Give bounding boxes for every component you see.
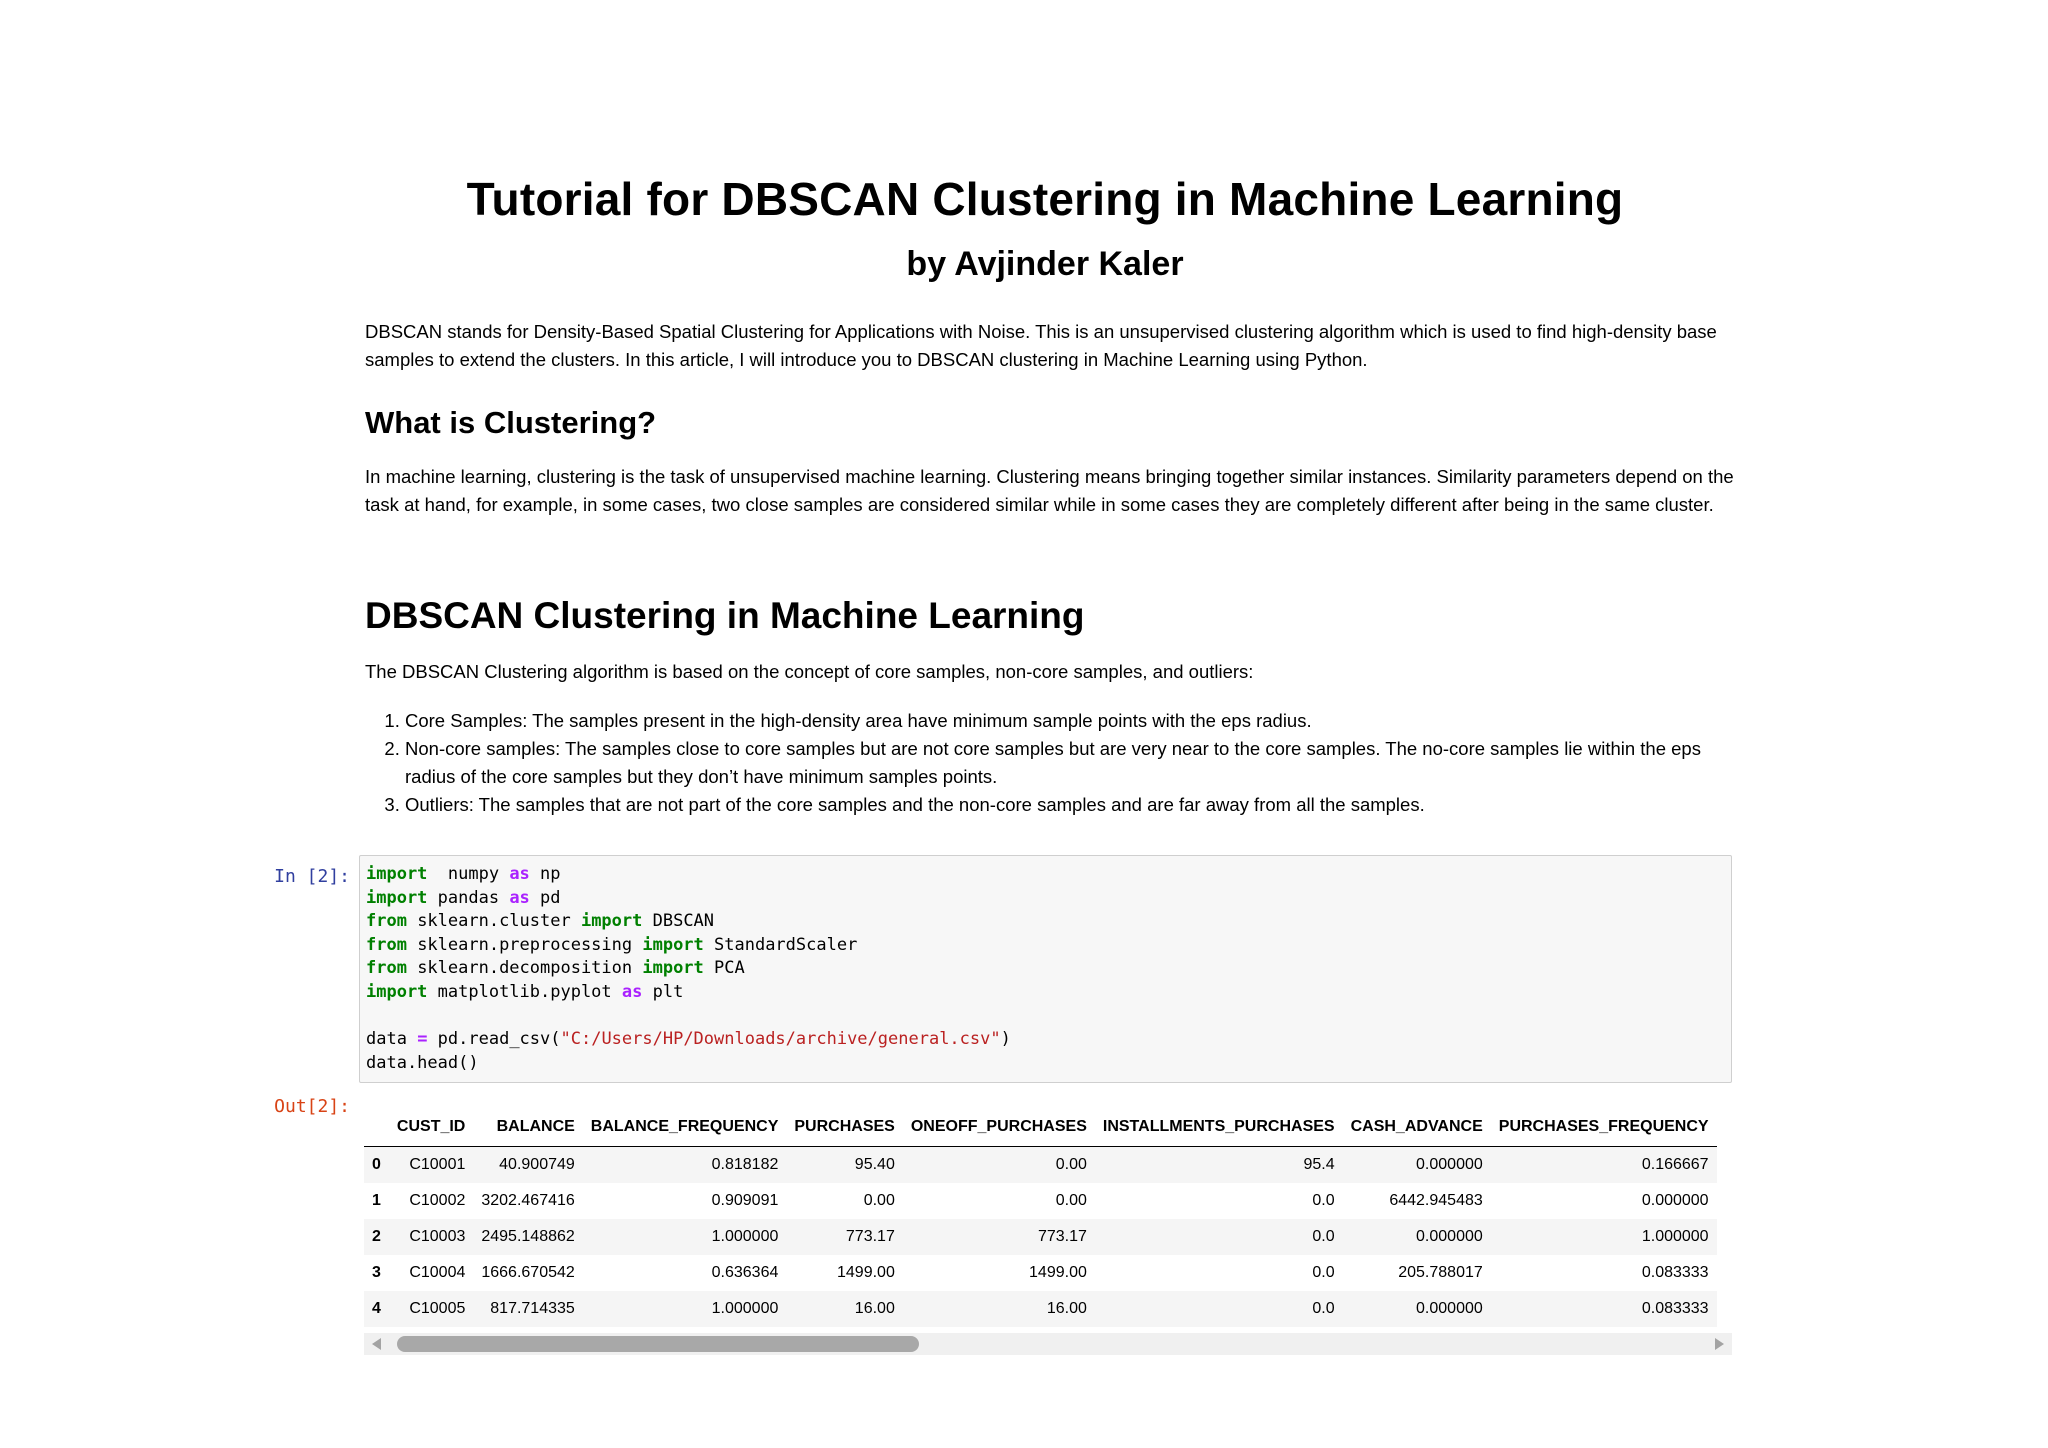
code-token: PCA bbox=[703, 958, 745, 979]
code-token: from bbox=[366, 911, 407, 932]
dataframe-output bbox=[364, 1108, 1732, 1327]
table-row bbox=[364, 1255, 1717, 1291]
table-cell: 3202.467416 bbox=[481, 1192, 575, 1209]
column-header: PURCHASES bbox=[786, 1108, 902, 1147]
scroll-left-arrow-icon[interactable] bbox=[372, 1338, 381, 1350]
code-token: = bbox=[417, 1029, 428, 1050]
code-cell-editor[interactable] bbox=[359, 855, 1732, 1083]
code-line bbox=[366, 1052, 1725, 1076]
table-header-row bbox=[364, 1108, 1717, 1147]
column-header bbox=[364, 1108, 389, 1147]
intro-paragraph: DBSCAN stands for Density-Based Spatial Clustering for Applications with Noise. This is an unsupervised clustering algorithm which is used to find high-density base samples to extend the clusters. In this article, I will introduce you to DBSCAN clustering in Machine Learning using Python. bbox=[365, 321, 1717, 370]
dbscan-heading: DBSCAN Clustering in Machine Learning bbox=[365, 595, 1085, 636]
code-token: sklearn.cluster bbox=[406, 911, 581, 932]
clustering-paragraph: In machine learning, clustering is the task of unsupervised machine learning. Clustering means bringing together similar instances. Similarity parameters depend on the task at hand, for example, in some cases, two close samples are considered similar while in some cases they are completely different after being in the same cluster. bbox=[365, 466, 1734, 515]
dbscan-paragraph: The DBSCAN Clustering algorithm is based on the concept of core samples, non-core samples, and outliers: bbox=[365, 661, 1254, 682]
page-title: Tutorial for DBSCAN Clustering in Machine Learning bbox=[466, 173, 1624, 225]
code-line bbox=[366, 934, 1725, 958]
code-token: ) bbox=[1000, 1029, 1011, 1050]
table-cell: 40.900749 bbox=[499, 1156, 575, 1173]
clustering-section bbox=[365, 405, 1740, 441]
table-cell: 1.000000 bbox=[711, 1228, 779, 1245]
dbscan-points-block bbox=[365, 707, 1740, 819]
code-line bbox=[366, 1028, 1725, 1052]
table-cell: 0.000000 bbox=[1416, 1156, 1483, 1173]
code-token: import bbox=[580, 911, 643, 932]
column-header: BALANCE_FREQUENCY bbox=[583, 1108, 787, 1147]
table-cell: C10003 bbox=[409, 1228, 466, 1245]
column-header: INSTALLMENTS_PURCHASES bbox=[1095, 1108, 1343, 1147]
table-cell: 0.909091 bbox=[711, 1192, 779, 1209]
table-cell: 16.00 bbox=[1046, 1300, 1087, 1317]
dataframe-table bbox=[364, 1108, 1717, 1327]
table-cell: 0.00 bbox=[863, 1192, 895, 1209]
intro-block bbox=[365, 318, 1740, 374]
output-prompt: Out[2]: bbox=[274, 1096, 350, 1117]
code-token: import bbox=[366, 887, 428, 908]
code-token: DBSCAN bbox=[642, 911, 715, 932]
table-cell: C10004 bbox=[409, 1264, 466, 1281]
code-token: plt bbox=[642, 981, 684, 1002]
table-cell: 0.0 bbox=[1312, 1228, 1335, 1245]
table-cell: 95.4 bbox=[1303, 1156, 1335, 1173]
table-cell: 0.166667 bbox=[1641, 1156, 1709, 1173]
table-cell: 0.818182 bbox=[711, 1156, 779, 1173]
code-token: StandardScaler bbox=[703, 934, 858, 955]
table-cell: 0.0 bbox=[1312, 1264, 1335, 1281]
code-token: import bbox=[642, 934, 704, 955]
dbscan-section bbox=[365, 595, 1740, 637]
table-cell: 0.083333 bbox=[1641, 1300, 1709, 1317]
code-line bbox=[366, 910, 1725, 934]
code-token: from bbox=[366, 934, 407, 955]
code-token: data.head() bbox=[366, 1052, 479, 1073]
column-header: ONEOFF_PURCHASES bbox=[903, 1108, 1095, 1147]
table-cell: 6442.945483 bbox=[1389, 1192, 1483, 1209]
code-token: from bbox=[366, 958, 407, 979]
code-token: numpy bbox=[427, 864, 510, 884]
table-cell: 773.17 bbox=[845, 1228, 895, 1245]
input-prompt: In [2]: bbox=[274, 866, 350, 887]
table-cell: 0.000000 bbox=[1641, 1192, 1709, 1209]
table-cell: 16.00 bbox=[854, 1300, 895, 1317]
table-cell: 0.636364 bbox=[711, 1264, 779, 1281]
code-token: as bbox=[621, 981, 643, 1002]
table-cell: 95.40 bbox=[854, 1156, 895, 1173]
row-index: 1 bbox=[372, 1192, 381, 1209]
table-cell: 0.000000 bbox=[1416, 1228, 1483, 1245]
table-cell: 0.083333 bbox=[1641, 1264, 1709, 1281]
scrollbar-thumb[interactable] bbox=[397, 1336, 919, 1352]
code-token: import bbox=[366, 981, 428, 1002]
code-line bbox=[366, 1005, 1725, 1029]
table-cell: 2495.148862 bbox=[481, 1228, 575, 1245]
table-cell: C10005 bbox=[409, 1300, 466, 1317]
code-token: pd bbox=[529, 887, 561, 908]
table-row bbox=[364, 1147, 1717, 1184]
code-line bbox=[366, 863, 1725, 887]
code-line bbox=[366, 957, 1725, 981]
code-line bbox=[366, 981, 1725, 1005]
table-row bbox=[364, 1291, 1717, 1327]
code-token: sklearn.preprocessing bbox=[406, 934, 643, 955]
scroll-right-arrow-icon[interactable] bbox=[1715, 1338, 1724, 1350]
row-index: 3 bbox=[372, 1264, 381, 1281]
column-header: CASH_ADVANCE bbox=[1343, 1108, 1491, 1147]
code-token: data bbox=[366, 1029, 418, 1050]
code-token: matplotlib.pyplot bbox=[427, 981, 622, 1002]
table-row bbox=[364, 1219, 1717, 1255]
clustering-heading: What is Clustering? bbox=[365, 405, 657, 440]
table-cell: C10001 bbox=[409, 1156, 466, 1173]
column-header: CUST_ID bbox=[389, 1108, 473, 1147]
table-cell: 0.00 bbox=[1055, 1156, 1087, 1173]
code-token: pandas bbox=[427, 887, 510, 908]
code-token: import bbox=[366, 864, 428, 884]
column-header: BALANCE bbox=[473, 1108, 582, 1147]
table-cell: 1499.00 bbox=[1029, 1264, 1087, 1281]
table-cell: 1666.670542 bbox=[481, 1264, 575, 1281]
dbscan-body-block bbox=[365, 658, 1740, 686]
table-cell: 0.00 bbox=[1055, 1192, 1087, 1209]
table-cell: 773.17 bbox=[1037, 1228, 1087, 1245]
table-cell: 205.788017 bbox=[1398, 1264, 1483, 1281]
code-token: pd.read_csv( bbox=[427, 1029, 561, 1050]
row-index: 2 bbox=[372, 1228, 381, 1245]
table-row bbox=[364, 1183, 1717, 1219]
clustering-body-block bbox=[365, 463, 1740, 519]
table-cell: 0.0 bbox=[1312, 1300, 1335, 1317]
code-line bbox=[366, 887, 1725, 911]
row-index: 4 bbox=[372, 1300, 381, 1317]
table-cell: 1499.00 bbox=[837, 1264, 895, 1281]
list-item: 2. Non-core samples: The samples close to core samples but are not core samples but are very near to the core samples. The no-core samples lie within the eps radius of the core samples but they don’t have minimum samples points. bbox=[405, 735, 1740, 791]
table-cell: C10002 bbox=[409, 1192, 466, 1209]
list-item: 1. Core Samples: The samples present in the high-density area have minimum sample points with the eps radius. bbox=[405, 707, 1740, 735]
dbscan-points-list bbox=[365, 707, 1740, 819]
table-cell: 1.000000 bbox=[711, 1300, 779, 1317]
table-cell: 0.0 bbox=[1312, 1192, 1335, 1209]
code-token: sklearn.decomposition bbox=[406, 958, 643, 979]
horizontal-scrollbar[interactable] bbox=[364, 1333, 1732, 1355]
column-header: PURCHASES_FREQUENCY bbox=[1491, 1108, 1717, 1147]
code-token: as bbox=[509, 887, 530, 908]
table-cell: 817.714335 bbox=[490, 1300, 575, 1317]
table-body bbox=[364, 1147, 1717, 1328]
table-cell: 1.000000 bbox=[1641, 1228, 1709, 1245]
table-cell: 0.000000 bbox=[1416, 1300, 1483, 1317]
code-token: np bbox=[529, 864, 561, 884]
author-byline: by Avjinder Kaler bbox=[906, 245, 1184, 283]
row-index: 0 bbox=[372, 1156, 381, 1173]
code-token: import bbox=[642, 958, 704, 979]
code-token: "C:/Users/HP/Downloads/archive/general.csv" bbox=[560, 1029, 1001, 1050]
list-item: 3. Outliers: The samples that are not part of the core samples and the non-core samples and are far away from all the samples. bbox=[405, 791, 1740, 819]
code-token: as bbox=[509, 864, 530, 884]
